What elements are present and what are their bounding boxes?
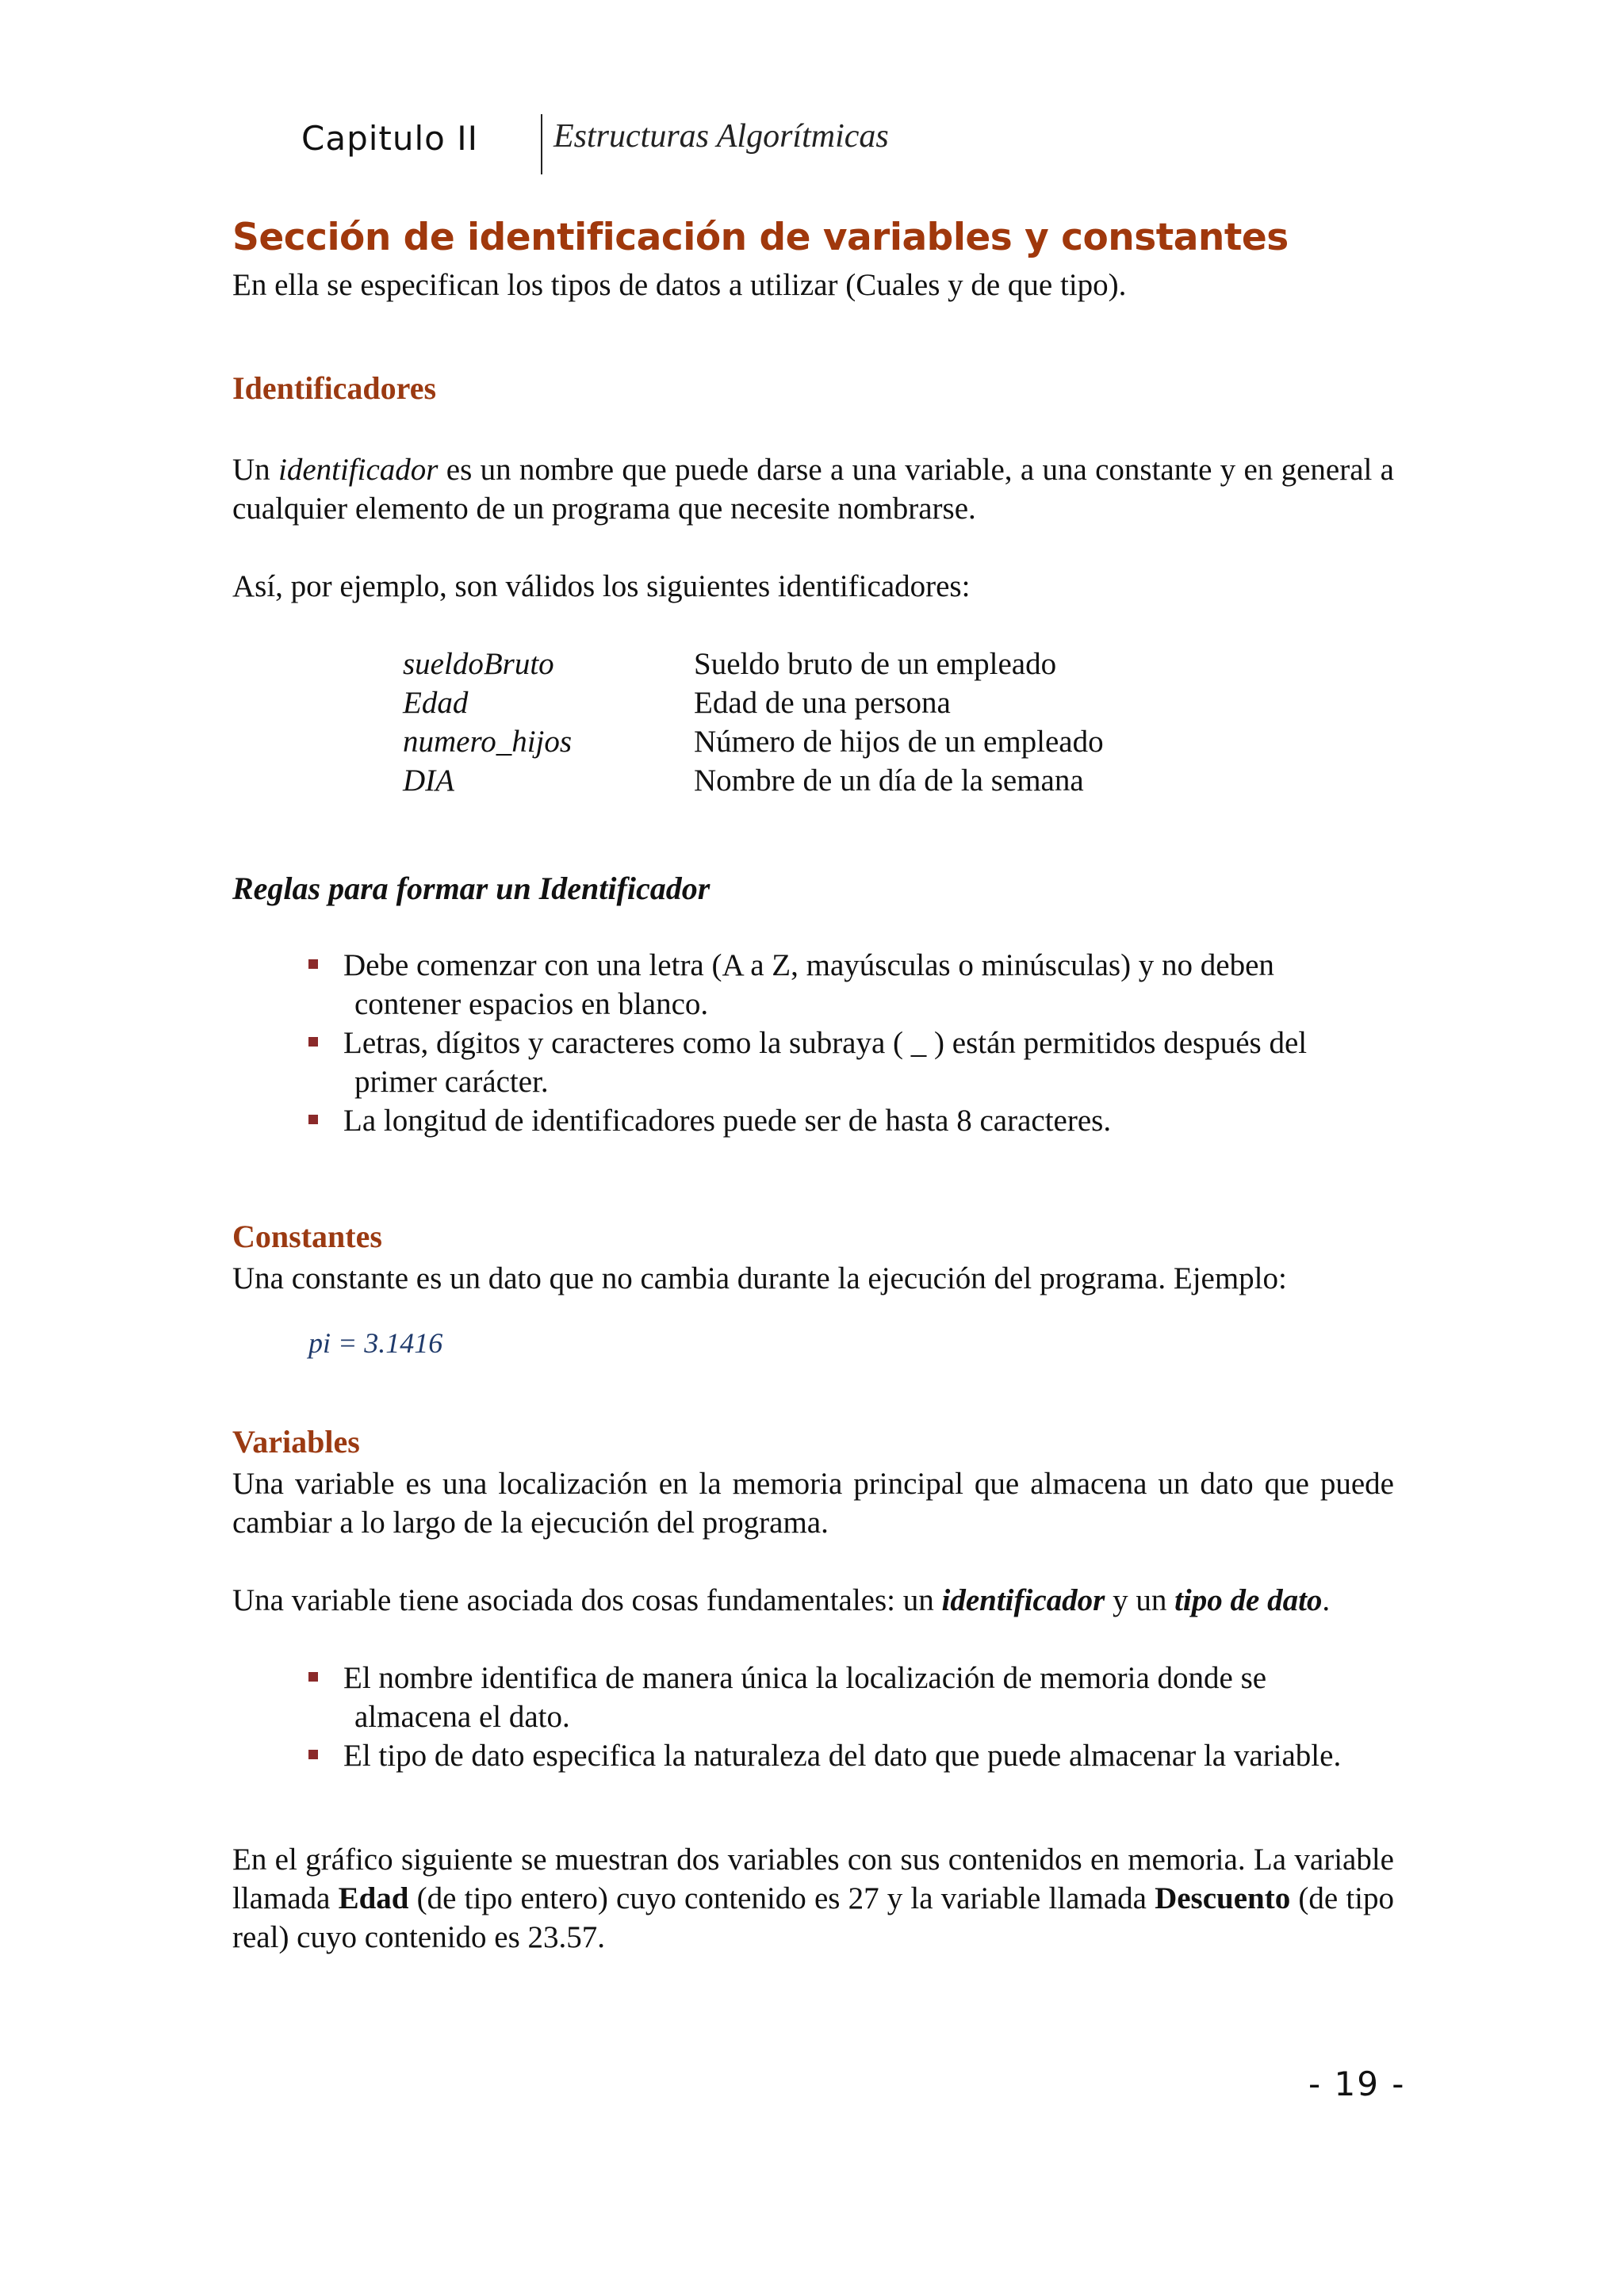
page-content xyxy=(232,210,1394,1957)
list-item xyxy=(308,1024,1394,1101)
var-name-descuento: Descuento xyxy=(1155,1881,1291,1915)
components-mid: y un xyxy=(1105,1583,1175,1617)
definition-rest: es un nombre que puede darse a una variable, a una constante y en general a cualquier elemento de un programa que necesite nombrarse. xyxy=(232,453,1394,526)
table-row xyxy=(403,761,1104,800)
variable-point-text: El tipo de dato especifica la naturaleza del dato que puede almacenar la variable. xyxy=(343,1739,1342,1773)
variables-list xyxy=(232,1659,1394,1775)
header-divider xyxy=(541,114,542,174)
identifier-name: sueldoBruto xyxy=(403,647,554,681)
term-identificador: identificador xyxy=(278,453,439,487)
heading-constantes: Constantes xyxy=(232,1219,382,1254)
identifier-description: Número de hijos de un empleado xyxy=(694,725,1104,759)
identifier-description: Nombre de un día de la semana xyxy=(694,763,1084,798)
table-row xyxy=(403,683,1104,722)
identifier-description: Sueldo bruto de un empleado xyxy=(694,647,1057,681)
rule-text-continued: primer carácter. xyxy=(354,1065,549,1099)
constant-example: pi = 3.1416 xyxy=(308,1327,443,1359)
examples-intro: Así, por ejemplo, son válidos los siguientes identificadores: xyxy=(232,569,971,603)
table-row xyxy=(403,645,1104,683)
rule-text: Debe comenzar con una letra (A a Z, mayúsculas o minúsculas) y no deben xyxy=(343,948,1274,982)
page-header xyxy=(301,111,1411,182)
identifier-name: numero_hijos xyxy=(403,725,573,759)
identifier-name: Edad xyxy=(403,686,469,720)
identificador-definition xyxy=(232,450,1394,528)
identifier-name: DIA xyxy=(403,763,454,798)
graphic-intro-c: (de tipo real) cuyo contenido es 23.57. xyxy=(232,1881,1395,1954)
list-item xyxy=(308,1736,1394,1775)
rule-text-continued: contener espacios en blanco. xyxy=(354,987,709,1021)
identifier-description: Edad de una persona xyxy=(694,686,951,720)
chapter-subject: Estructuras Algorítmicas xyxy=(553,118,889,155)
term-tipo-de-dato: tipo de dato xyxy=(1174,1583,1323,1617)
heading-reglas: Reglas para formar un Identificador xyxy=(232,871,710,906)
graphic-intro-a: En el gráfico siguiente se muestran dos variables con sus contenidos en memoria. La variable llamada xyxy=(232,1843,1394,1915)
variables-graphic-intro xyxy=(232,1840,1394,1957)
section-title: Sección de identificación de variables y constantes xyxy=(232,216,1289,259)
variable-point-continued: almacena el dato. xyxy=(354,1700,570,1734)
variable-point-text: El nombre identifica de manera única la localización de memoria donde se xyxy=(343,1661,1267,1695)
chapter-label: Capitulo II xyxy=(301,119,478,158)
bullet-square-icon xyxy=(308,1672,318,1682)
term-identificador: identificador xyxy=(941,1583,1105,1617)
variables-components xyxy=(232,1581,1394,1620)
page-number: - 19 - xyxy=(1308,2064,1406,2103)
definition-lead: Un xyxy=(232,453,278,487)
list-item xyxy=(308,1659,1394,1736)
components-lead: Una variable tiene asociada dos cosas fundamentales: un xyxy=(232,1583,942,1617)
list-item xyxy=(308,946,1394,1024)
bullet-square-icon xyxy=(308,1750,318,1759)
constantes-text: Una constante es un dato que no cambia durante la ejecución del programa. Ejemplo: xyxy=(232,1261,1287,1295)
identifier-examples-table xyxy=(403,645,1104,800)
var-name-edad: Edad xyxy=(338,1881,409,1915)
rule-text: La longitud de identificadores puede ser de hasta 8 caracteres. xyxy=(343,1104,1112,1138)
bullet-square-icon xyxy=(308,1037,318,1047)
heading-identificadores: Identificadores xyxy=(232,370,437,406)
bullet-square-icon xyxy=(308,959,318,969)
section-intro: En ella se especifican los tipos de datos a utilizar (Cuales y de que tipo). xyxy=(232,268,1127,302)
bullet-square-icon xyxy=(308,1115,318,1124)
rules-list xyxy=(232,946,1394,1140)
heading-variables: Variables xyxy=(232,1424,360,1460)
table-row xyxy=(403,722,1104,761)
graphic-intro-b: (de tipo entero) cuyo contenido es 27 y la variable llamada xyxy=(408,1881,1155,1915)
variables-definition: Una variable es una localización en la memoria principal que almacena un dato que puede cambiar a lo largo de la ejecución del programa. xyxy=(232,1467,1394,1540)
list-item xyxy=(308,1101,1394,1140)
components-end: . xyxy=(1322,1583,1331,1617)
rule-text: Letras, dígitos y caracteres como la subraya ( _ ) están permitidos después del xyxy=(343,1026,1308,1060)
